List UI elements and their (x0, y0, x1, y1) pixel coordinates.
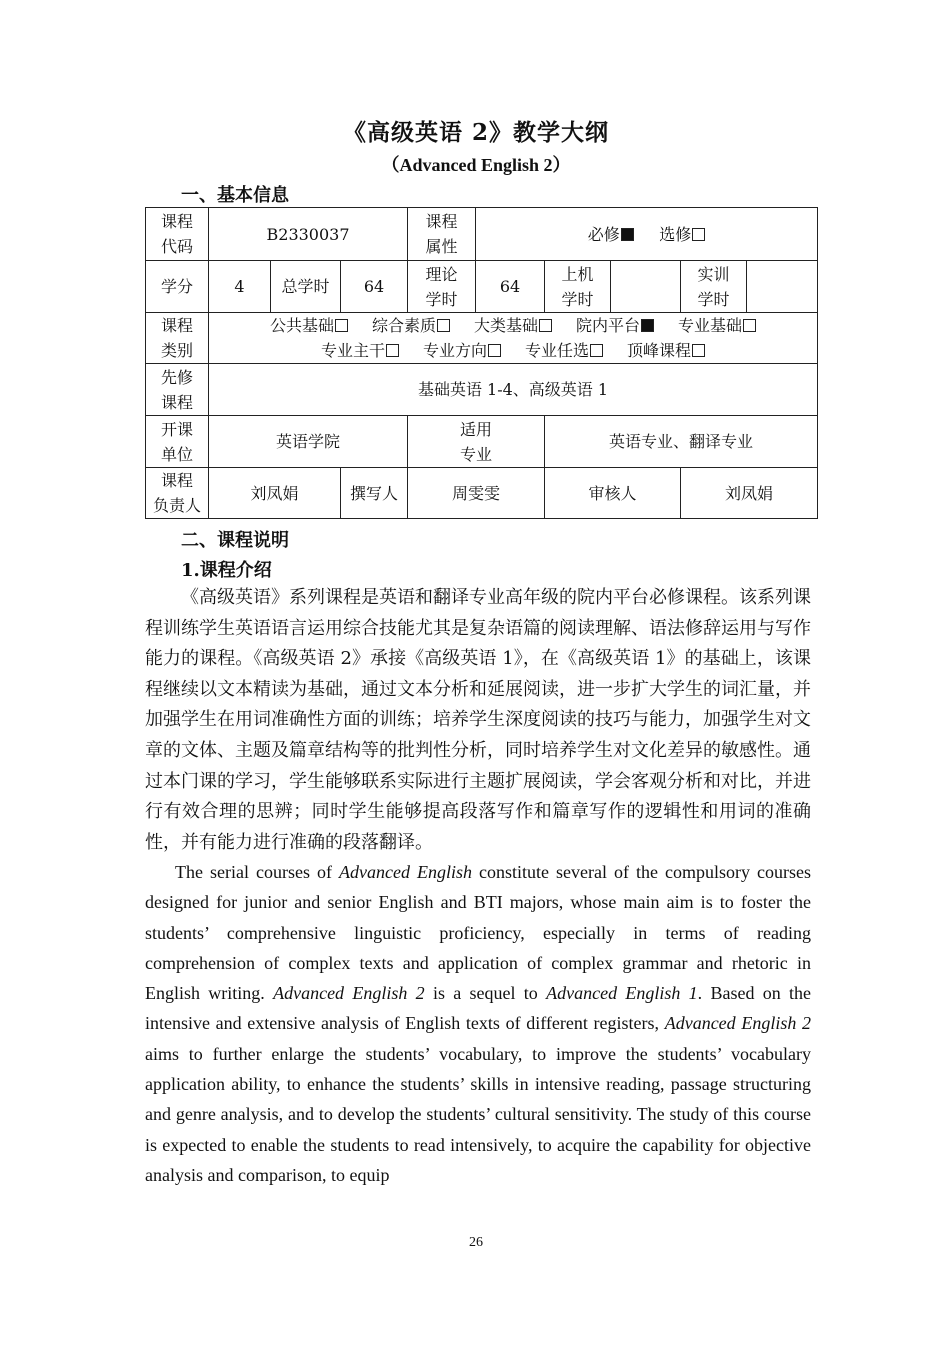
total-hours-value: 64 (341, 261, 408, 313)
italic-course-title: Advanced English (339, 862, 472, 882)
course-code-value: B2330037 (209, 208, 408, 261)
document-title: 《高级英语 2》教学大纲 (342, 119, 609, 146)
category-option-label: 综合素质 (372, 316, 437, 335)
department-label: 开课 单位 (146, 416, 209, 468)
credits-label: 学分 (146, 261, 209, 313)
category-options (209, 313, 818, 364)
computer-hours-value (611, 261, 681, 313)
category-checkbox (590, 344, 603, 357)
category-option (423, 341, 501, 360)
total-hours-label: 总学时 (271, 261, 341, 313)
table-row-staff (146, 468, 818, 519)
writer-label: 撰写人 (341, 468, 408, 519)
theory-hours-value: 64 (476, 261, 545, 313)
category-checkbox (641, 319, 654, 332)
category-option-label: 公共基础 (269, 316, 334, 335)
reviewer-value: 刘凤娟 (681, 468, 818, 519)
category-option-label: 院内平台 (576, 316, 641, 335)
elective-checkbox (692, 228, 705, 241)
table-row-category (146, 313, 818, 364)
category-checkbox (386, 344, 399, 357)
category-checkbox (437, 319, 450, 332)
document-subtitle: （Advanced English 2） (381, 155, 571, 175)
prereq-label: 先修 课程 (146, 364, 209, 416)
lead-label: 课程 负责人 (146, 468, 209, 519)
category-checkbox (539, 319, 552, 332)
category-option (627, 341, 705, 360)
category-option (474, 316, 552, 335)
category-checkbox (335, 319, 348, 332)
italic-course-title: Advanced English 1 (546, 983, 698, 1004)
table-row-code (146, 208, 818, 261)
category-options-line-1 (209, 313, 817, 338)
category-options-line-2 (209, 338, 817, 363)
category-option-label: 顶峰课程 (627, 341, 692, 360)
category-option (678, 316, 756, 335)
theory-hours-label: 理论 学时 (408, 261, 476, 313)
table-row-prereq (146, 364, 818, 416)
category-checkbox (743, 319, 756, 332)
major-label: 适用 专业 (408, 416, 545, 468)
department-value: 英语学院 (209, 416, 408, 468)
category-option-label: 专业基础 (678, 316, 743, 335)
section-heading-basic-info: 一、基本信息 (181, 185, 289, 206)
course-attr-value: 必修 选修 (476, 208, 818, 261)
required-checkbox (621, 228, 634, 241)
category-option (372, 316, 450, 335)
major-value: 英语专业、翻译专业 (545, 416, 818, 468)
course-info-table (145, 207, 818, 519)
computer-hours-label: 上机 学时 (545, 261, 611, 313)
practice-hours-label: 实训 学时 (681, 261, 747, 313)
category-option (270, 316, 348, 335)
category-checkbox (692, 344, 705, 357)
intro-paragraph-english: The serial courses of Advanced English constitute several of the compulsory courses designed for junior and senior English and BTI majors, whose main aim is to foster the students’ comprehensive linguistic proficiency, especially in terms of reading comprehension of complex texts and application of complex grammar and rhetoric in English writing. Advanced English 2 is a sequel to Advanced English 1. Based on the intensive and extensive analysis of English texts of different registers, Advanced English 2 aims to further enlarge the students’ vocabulary, to improve the students’ vocabulary application ability, to enhance the students’ skills in intensive reading, passage structuring and genre analysis, and to develop the students’ cultural sensitivity. The study of this course is expected to enable the students to read intensively, to acquire the capability for objective analysis and comparison, to equip (145, 862, 812, 1185)
reviewer-label: 审核人 (545, 468, 681, 519)
italic-course-title: Advanced English 2 (273, 983, 425, 1004)
section-heading-course-description: 二、课程说明 (181, 530, 289, 551)
intro-paragraph-chinese: 《高级英语》系列课程是英语和翻译专业高年级的院内平台必修课程。该系列课程训练学生英语语言运用综合技能尤其是复杂语篇的阅读理解、语法修辞运用与写作能力的课程。《高级英语 2》承接《高级英语 1》，在《高级英语 1》的基础上，该课程继续以文本精读为基础，通过文本分析和延展阅读，进一步扩大学生的词汇量，并加强学生在用词准确性方面的训练；培养学生深度阅读的技巧与能力，加强学生对文章的文体、主题及篇章结构等的批判性分析，同时培养学生对文化差异的敏感性。通过本门课的学习，学生能够联系实际进行主题扩展阅读，学会客观分析和对比，并进行有效合理的思辨；同时学生能够提高段落写作和篇章写作的逻辑性和用词的准确性，并有能力进行准确的段落翻译。 (145, 587, 811, 853)
category-option-label: 专业任选 (525, 341, 590, 360)
category-option-label: 专业方向 (423, 341, 488, 360)
page-number: 26 (469, 1235, 483, 1250)
italic-course-title: Advanced English 2 (664, 1013, 811, 1034)
course-code-label: 课程 代码 (146, 208, 209, 261)
lead-value: 刘凤娟 (209, 468, 341, 519)
subsection-heading-intro: 1.课程介绍 (181, 560, 272, 581)
category-option (321, 341, 399, 360)
category-option-label: 大类基础 (474, 316, 539, 335)
table-row-hours (146, 261, 818, 313)
category-label: 课程 类别 (146, 313, 209, 364)
category-option (576, 316, 654, 335)
writer-value: 周雯雯 (408, 468, 545, 519)
credits-value: 4 (209, 261, 271, 313)
practice-hours-value (747, 261, 818, 313)
category-checkbox (488, 344, 501, 357)
table-row-department (146, 416, 818, 468)
category-option (525, 341, 603, 360)
category-option-label: 专业主干 (320, 341, 385, 360)
course-attr-label: 课程 属性 (408, 208, 476, 261)
prereq-value: 基础英语 1-4、高级英语 1 (209, 364, 818, 416)
